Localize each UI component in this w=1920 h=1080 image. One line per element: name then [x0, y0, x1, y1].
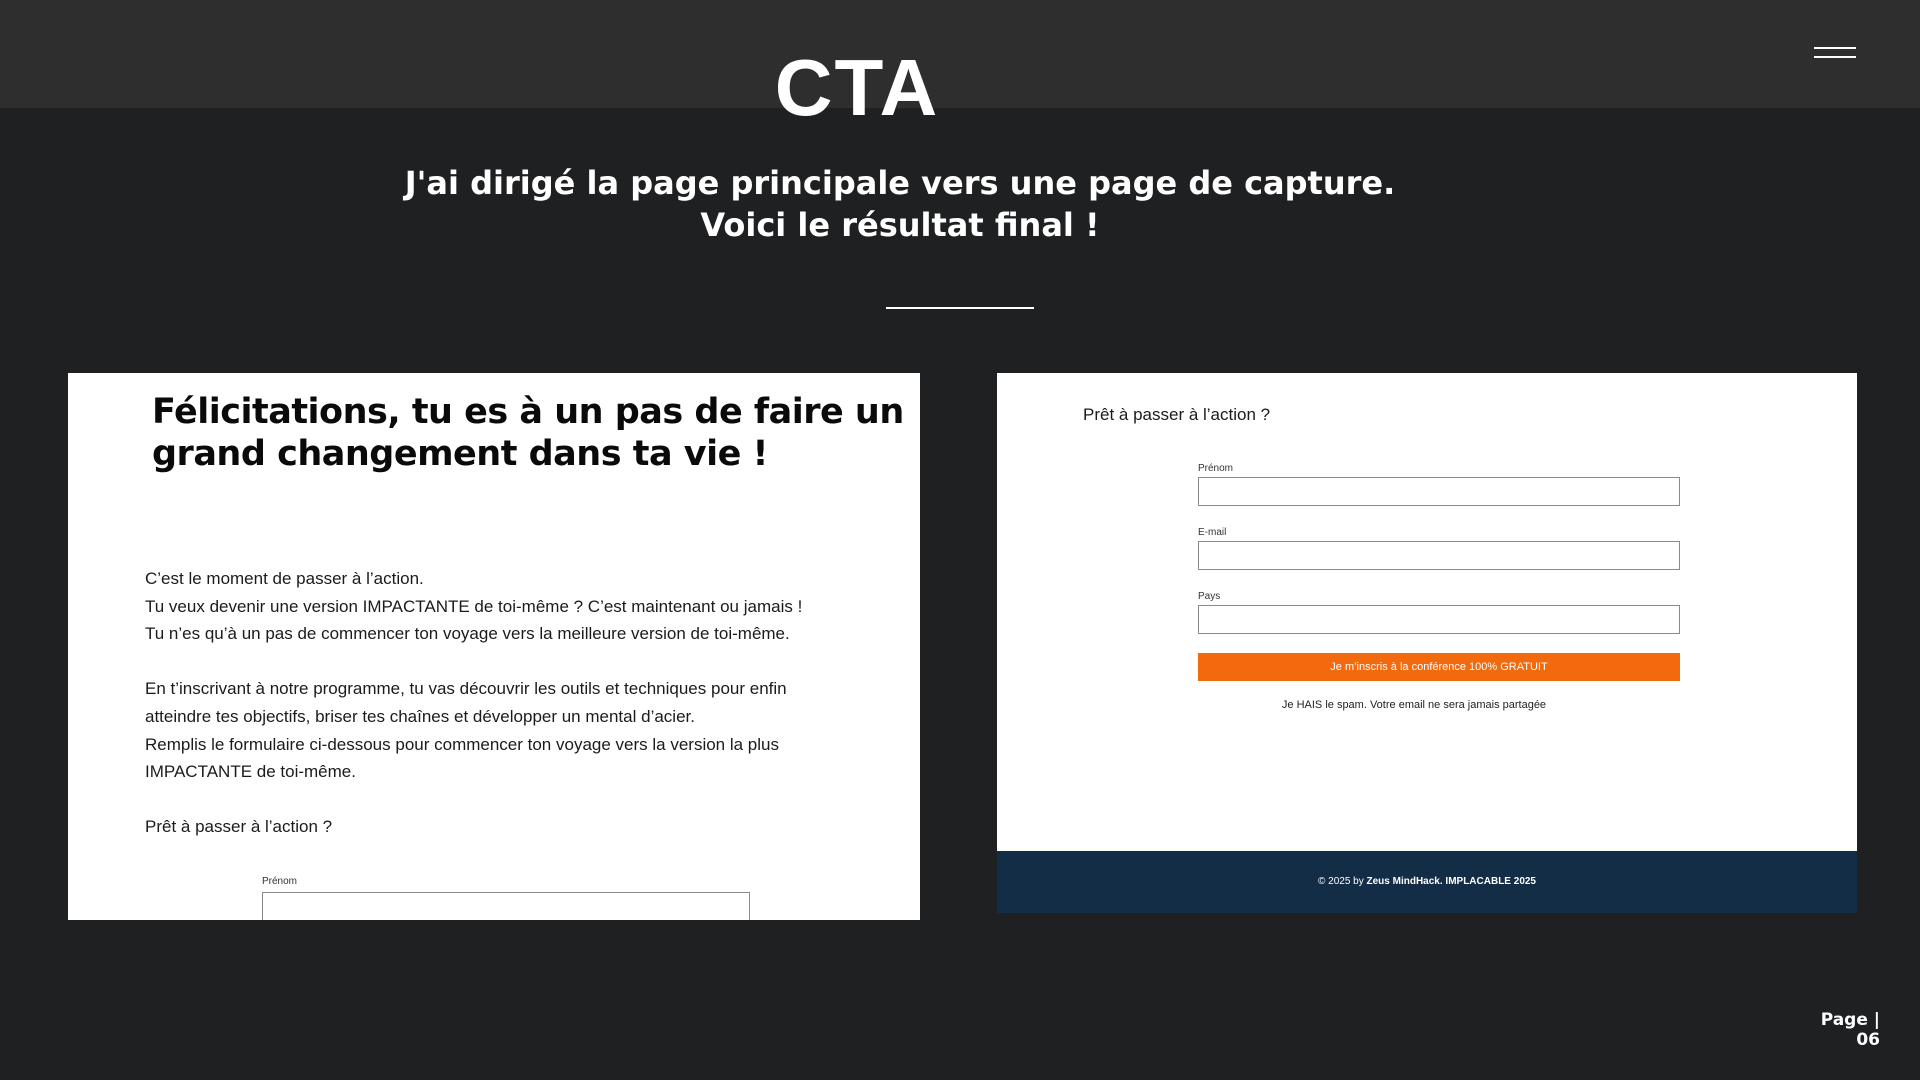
menu-line [1814, 47, 1856, 49]
first-name-input[interactable] [1198, 477, 1680, 506]
country-input[interactable] [1198, 605, 1680, 634]
body-line: C’est le moment de passer à l’action. [145, 569, 424, 588]
landing-page-screenshot [68, 373, 920, 920]
form-question: Prêt à passer à l’action ? [1083, 405, 1271, 424]
body-line: Prêt à passer à l’action ? [145, 817, 333, 837]
first-name-label: Prénom [1198, 463, 1234, 474]
footer-prefix: © 2025 by [1318, 876, 1367, 887]
spam-note: Je HAIS le spam. Votre email ne sera jamais partagée [1281, 699, 1547, 711]
body-line: Tu n’es qu’à un pas de commencer ton voyage vers la meilleure version de toi-même. [145, 624, 790, 644]
country-label: Pays [1198, 591, 1221, 602]
title-divider [886, 307, 1034, 309]
email-label: E-mail [1198, 527, 1227, 538]
first-name-label: Prénom [262, 876, 298, 887]
capture-form-screenshot [997, 373, 1857, 913]
landing-body-text [145, 565, 885, 841]
body-line: IMPACTANTE de toi-même. [145, 762, 356, 782]
body-line: En t’inscrivant à notre programme, tu vas découvrir les outils et techniques pour enfin [145, 679, 787, 699]
email-input[interactable] [1198, 541, 1680, 570]
page-title: CTA [774, 43, 940, 132]
page-number: Page | 06 [1820, 1010, 1880, 1050]
footer-brand: Zeus MindHack. IMPLACABLE 2025 [1366, 876, 1536, 887]
page-subtitle: J'ai dirigé la page principale vers une page de capture. Voici le résultat final ! [404, 164, 1396, 244]
body-line: Remplis le formulaire ci-dessous pour commencer ton voyage vers la version la plus [145, 734, 779, 754]
hamburger-icon[interactable] [1814, 44, 1858, 62]
signup-submit-button[interactable]: Je m’inscris à la conférence 100% GRATUIT [1198, 653, 1680, 681]
menu-line [1814, 56, 1856, 58]
first-name-input[interactable] [262, 892, 750, 920]
site-footer [997, 851, 1857, 913]
body-line: atteindre tes objectifs, briser tes chaînes et développer un mental d’acier. [145, 706, 695, 726]
signup-form [1198, 461, 1680, 653]
body-line: Tu veux devenir une version IMPACTANTE de toi-même ? C’est maintenant ou jamais ! [145, 596, 803, 616]
landing-headline: Félicitations, tu es à un pas de faire un grand changement dans ta vie ! [152, 392, 904, 474]
